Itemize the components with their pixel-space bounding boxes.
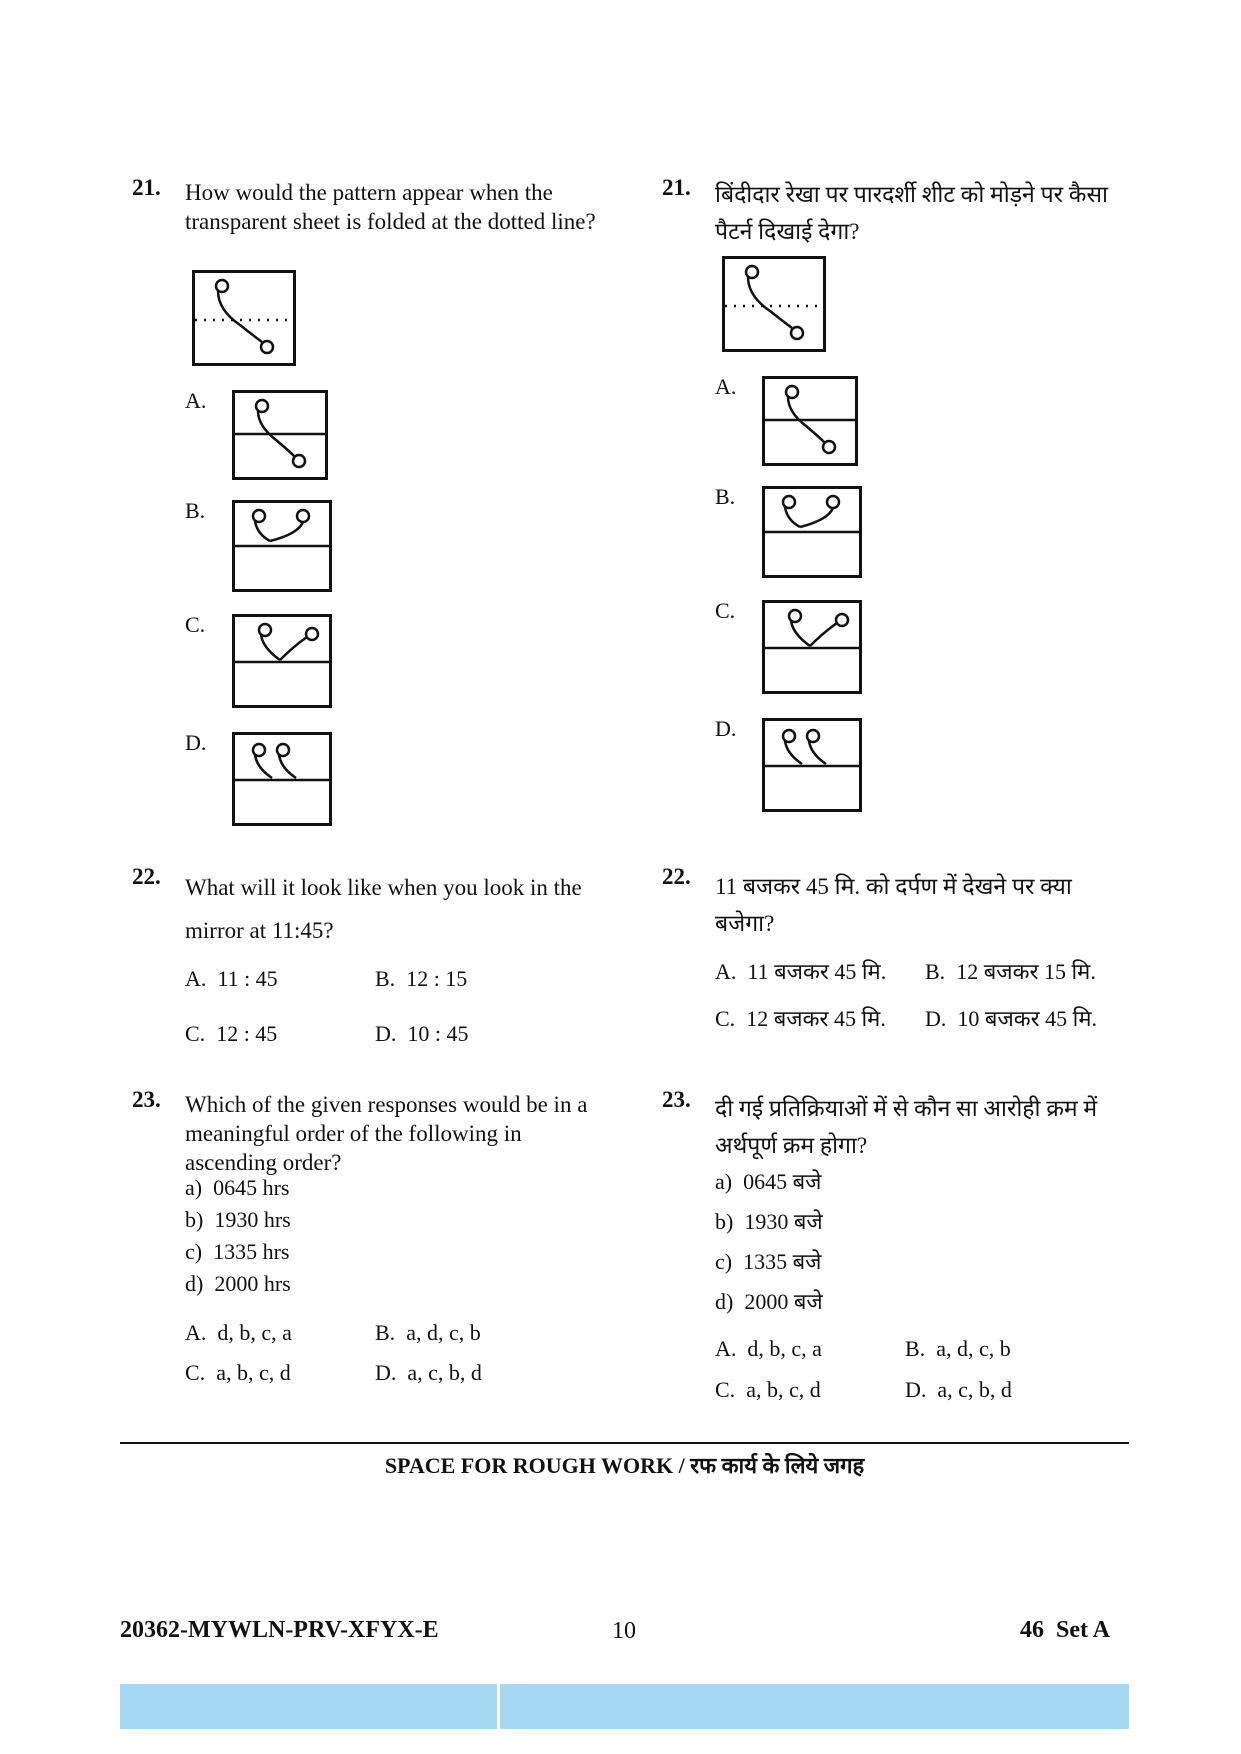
- option-23a-hi[interactable]: [715, 1336, 822, 1362]
- option-22c-hi[interactable]: [715, 1003, 886, 1033]
- option-value: d, b, c, a: [747, 1336, 822, 1361]
- footer-band-right: [500, 1684, 1129, 1729]
- question-text-21-hi: बिंदीदार रेखा पर पारदर्शी शीट को मोड़ने पर कैसा पैटर्न दिखाई देगा?: [715, 182, 1108, 244]
- option-23d-hi[interactable]: [905, 1377, 1012, 1403]
- list-item-23c-en: [185, 1239, 289, 1265]
- option-label-21a-en: A.: [185, 388, 207, 413]
- option-21a-figure-en[interactable]: [232, 390, 328, 480]
- set-label: Set A: [1056, 1617, 1110, 1643]
- item-label: b): [715, 1209, 734, 1234]
- list-item-23b-en: [185, 1207, 291, 1233]
- option-label-21b-hi: B.: [715, 484, 736, 509]
- option-23c-en[interactable]: [185, 1360, 291, 1386]
- option-label: B.: [375, 966, 396, 991]
- question-21-figure-en: [192, 270, 296, 366]
- option-label-21c-en: C.: [185, 612, 206, 637]
- option-22b-en[interactable]: [375, 966, 467, 992]
- rough-work-label: SPACE FOR ROUGH WORK / रफ कार्य के लिये जगह: [384, 1453, 865, 1478]
- list-item-23a-hi: [715, 1166, 821, 1196]
- item-label: a): [715, 1169, 733, 1194]
- item-label: c): [185, 1239, 203, 1264]
- option-value: 10 बजकर 45 मि.: [957, 1006, 1098, 1031]
- option-label-21d-en: D.: [185, 730, 207, 755]
- page-number: 10: [612, 1618, 636, 1644]
- question-number-21-en: 21.: [132, 175, 161, 200]
- item-label: d): [715, 1289, 734, 1314]
- item-value: 1335 बजे: [743, 1249, 822, 1274]
- option-value: 11 : 45: [217, 966, 278, 991]
- option-label: B.: [905, 1336, 926, 1361]
- option-22d-hi[interactable]: [925, 1003, 1097, 1033]
- option-label: D.: [375, 1360, 397, 1385]
- question-number-21-hi: 21.: [662, 175, 691, 200]
- option-label: A.: [185, 1320, 207, 1345]
- option-label-21b-en: B.: [185, 498, 206, 523]
- option-value: 12 : 45: [216, 1021, 278, 1046]
- item-value: 0645 hrs: [213, 1175, 290, 1200]
- option-21c-figure-en[interactable]: [232, 614, 332, 708]
- option-23d-en[interactable]: [375, 1360, 482, 1386]
- option-value: 11 बजकर 45 मि.: [747, 959, 887, 984]
- item-label: a): [185, 1175, 203, 1200]
- option-23a-en[interactable]: [185, 1320, 292, 1346]
- option-value: a, b, c, d: [216, 1360, 291, 1385]
- paper-code: 20362-MYWLN-PRV-XFYX-E: [120, 1617, 439, 1643]
- option-label: C.: [185, 1021, 206, 1046]
- option-22d-en[interactable]: [375, 1021, 469, 1047]
- question-text-22-hi: 11 बजकर 45 मि. को दर्पण में देखने पर क्या बजेगा?: [715, 874, 1072, 936]
- question-text-23-en: Which of the given responses would be in a meaningful order of the following in ascending order?: [185, 1092, 588, 1175]
- set-indicator: [1020, 1617, 1110, 1644]
- rough-work-divider: [120, 1442, 1129, 1444]
- option-value: 12 : 15: [406, 966, 468, 991]
- option-21b-figure-en[interactable]: [232, 500, 332, 592]
- option-22a-hi[interactable]: [715, 956, 886, 986]
- item-label: c): [715, 1249, 733, 1274]
- item-value: 0645 बजे: [743, 1169, 822, 1194]
- option-23b-hi[interactable]: [905, 1336, 1011, 1362]
- item-label: d): [185, 1271, 204, 1296]
- list-item-23a-en: [185, 1175, 289, 1201]
- question-number-22-hi: 22.: [662, 864, 691, 889]
- option-23c-hi[interactable]: [715, 1377, 821, 1403]
- option-value: a, d, c, b: [936, 1336, 1011, 1361]
- question-number-23-hi: 23.: [662, 1087, 691, 1112]
- item-value: 2000 hrs: [214, 1271, 291, 1296]
- option-label-21c-hi: C.: [715, 598, 736, 623]
- option-value: 12 बजकर 45 मि.: [746, 1006, 886, 1031]
- option-21c-figure-hi[interactable]: [762, 600, 862, 694]
- option-label: A.: [185, 966, 207, 991]
- set-number: 46: [1020, 1617, 1044, 1643]
- option-label: B.: [375, 1320, 396, 1345]
- question-number-23-en: 23.: [132, 1087, 161, 1112]
- option-value: a, b, c, d: [746, 1377, 821, 1402]
- option-label: D.: [905, 1377, 927, 1402]
- item-value: 1930 hrs: [214, 1207, 291, 1232]
- item-label: b): [185, 1207, 204, 1232]
- option-23b-en[interactable]: [375, 1320, 481, 1346]
- option-value: 12 बजकर 15 मि.: [956, 959, 1096, 984]
- option-21a-figure-hi[interactable]: [762, 376, 858, 466]
- option-value: d, b, c, a: [217, 1320, 292, 1345]
- option-label: C.: [185, 1360, 206, 1385]
- question-text-22-en: What will it look like when you look in the mirror at 11:45?: [185, 875, 582, 943]
- question-number-22-en: 22.: [132, 864, 161, 889]
- option-label: B.: [925, 959, 946, 984]
- option-21b-figure-hi[interactable]: [762, 486, 862, 578]
- question-text-23-hi: दी गई प्रतिक्रियाओं में से कौन सा आरोही क्रम में अर्थपूर्ण क्रम होगा?: [715, 1096, 1098, 1158]
- option-value: a, c, b, d: [937, 1377, 1012, 1402]
- option-label: D.: [375, 1021, 397, 1046]
- option-value: a, d, c, b: [406, 1320, 481, 1345]
- option-value: a, c, b, d: [407, 1360, 482, 1385]
- option-label: C.: [715, 1377, 736, 1402]
- option-22c-en[interactable]: [185, 1021, 277, 1047]
- item-value: 2000 बजे: [744, 1289, 823, 1314]
- option-label-21a-hi: A.: [715, 374, 737, 399]
- footer-band-left: [120, 1684, 497, 1729]
- list-item-23b-hi: [715, 1206, 823, 1236]
- option-label: C.: [715, 1006, 736, 1031]
- option-22b-hi[interactable]: [925, 956, 1096, 986]
- option-label: A.: [715, 959, 737, 984]
- option-21d-figure-hi[interactable]: [762, 718, 862, 812]
- list-item-23d-en: [185, 1271, 291, 1297]
- question-text-21-en: How would the pattern appear when the transparent sheet is folded at the dotted line?: [185, 180, 596, 234]
- option-label: D.: [925, 1006, 947, 1031]
- list-item-23d-hi: [715, 1286, 823, 1316]
- item-value: 1335 hrs: [213, 1239, 290, 1264]
- option-value: 10 : 45: [407, 1021, 469, 1046]
- option-label-21d-hi: D.: [715, 716, 737, 741]
- item-value: 1930 बजे: [744, 1209, 823, 1234]
- option-22a-en[interactable]: [185, 966, 278, 992]
- list-item-23c-hi: [715, 1246, 821, 1276]
- option-21d-figure-en[interactable]: [232, 732, 332, 826]
- question-21-figure-hi: [722, 256, 826, 352]
- option-label: A.: [715, 1336, 737, 1361]
